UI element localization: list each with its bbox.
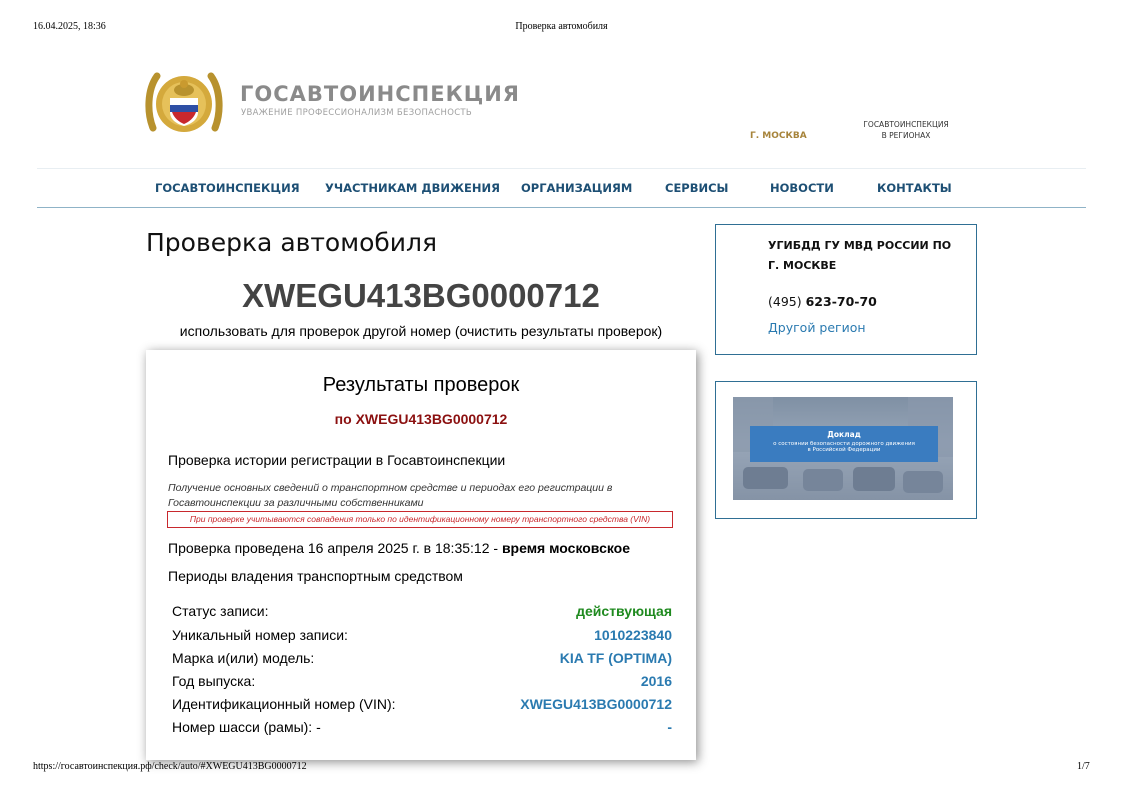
phone-number: 623-70-70 — [805, 294, 877, 309]
banner-line2: в Российской Федерации — [807, 447, 881, 453]
periods-title: Периоды владения транспортным средством — [168, 568, 463, 584]
banner-box — [715, 381, 977, 519]
banner-label — [750, 426, 938, 462]
vin-heading: XWEGU413BG0000712 — [242, 277, 600, 314]
print-page-number: 1/7 — [1077, 761, 1090, 772]
contact-org: УГИБДД ГУ МВД РОССИИ ПО Г. МОСКВЕ — [768, 239, 952, 272]
row-label: Идентификационный номер (VIN): — [172, 696, 396, 712]
results-heading: Результаты проверок — [322, 374, 520, 396]
other-number-link[interactable]: использовать для проверок другой номер (очистить результаты проверок) — [179, 323, 663, 339]
city-selector[interactable]: Г. МОСКВА — [750, 131, 807, 141]
row-value-model: KIA TF (OPTIMA) — [559, 650, 672, 666]
nav-contacts[interactable]: КОНТАКТЫ — [877, 181, 952, 195]
row-value-record-number: 1010223840 — [594, 627, 672, 643]
row-label: Марка и(или) модель: — [172, 650, 315, 666]
row-label: Уникальный номер записи: — [172, 627, 348, 643]
section-title: Проверка истории регистрации в Госавтоинспекции — [168, 452, 506, 468]
row-label: Номер шасси (рамы): - — [172, 719, 321, 735]
vin-warning: При проверке учитываются совпадения только по идентификационному номеру транспортного средства (VIN) — [167, 511, 673, 528]
contact-box — [715, 224, 977, 355]
logo-title[interactable]: ГОСАВТОИНСПЕКЦИЯ — [240, 82, 520, 106]
check-timezone: время московское — [501, 540, 631, 556]
section-description: Получение основных сведений о транспортном средстве и периодах его регистрации в Госавтоинспекции за различными собственниками — [168, 482, 613, 509]
row-value-year: 2016 — [640, 673, 672, 689]
regions-link[interactable] — [856, 119, 956, 141]
row-value-vin: XWEGU413BG0000712 — [520, 696, 672, 712]
print-url: https://госавтоинспекция.рф/check/auto/#XWEGU413BG0000712 — [33, 761, 307, 772]
page-title: Проверка автомобиля — [146, 228, 438, 257]
nav-news[interactable]: НОВОСТИ — [770, 181, 834, 195]
other-region-link[interactable]: Другой регион — [768, 320, 866, 335]
nav-gosavtoinspekciya[interactable]: ГОСАВТОИНСПЕКЦИЯ — [155, 181, 300, 195]
emblem-icon[interactable] — [145, 68, 223, 140]
phone-code: (495) — [768, 294, 802, 309]
logo-slogan: УВАЖЕНИЕ ПРОФЕССИОНАЛИЗМ БЕЗОПАСНОСТЬ — [241, 108, 473, 118]
nav-organizations[interactable]: ОРГАНИЗАЦИЯМ — [521, 181, 633, 195]
nav-participants[interactable]: УЧАСТНИКАМ ДВИЖЕНИЯ — [325, 181, 501, 195]
report-banner[interactable] — [733, 397, 953, 500]
results-subheading: по XWEGU413BG0000712 — [334, 411, 508, 427]
regions-link-line1: ГОСАВТОИНСПЕКЦИЯ — [863, 120, 949, 129]
check-timestamp — [168, 540, 630, 556]
banner-title: Доклад — [827, 430, 861, 439]
nav-services[interactable]: СЕРВИСЫ — [665, 181, 729, 195]
print-title: Проверка автомобиля — [515, 21, 608, 32]
row-label: Статус записи: — [172, 603, 269, 619]
row-label: Год выпуска: — [172, 673, 256, 689]
regions-link-line2: В РЕГИОНАХ — [881, 131, 931, 140]
contact-phone — [768, 294, 877, 309]
main-nav — [37, 168, 1086, 208]
row-value-status: действующая — [576, 603, 672, 619]
row-value-chassis: - — [667, 719, 672, 735]
print-datetime: 16.04.2025, 18:36 — [33, 21, 106, 32]
results-card — [146, 350, 696, 760]
banner-line1: о состоянии безопасности дорожного движения — [773, 441, 915, 447]
check-done-text: Проверка проведена 16 апреля 2025 г. в 18:35:12 - — [168, 540, 499, 556]
